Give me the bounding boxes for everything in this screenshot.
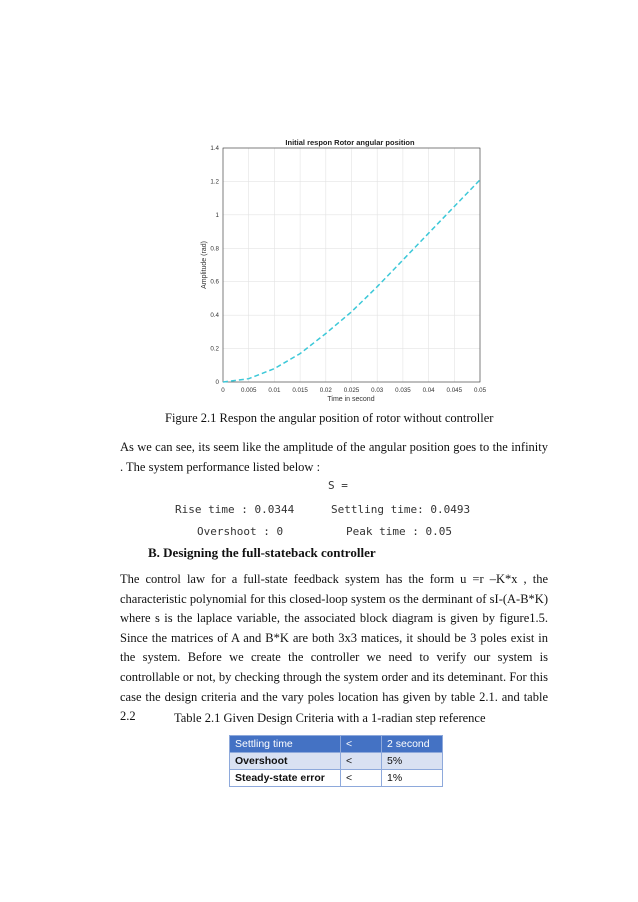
design-criteria-table [229, 735, 443, 787]
y-tick-label: 0.8 [210, 245, 219, 253]
y-tick-label: 0.6 [210, 278, 219, 286]
y-tick-label: 1.2 [210, 178, 219, 186]
table-cell-relation: < [341, 770, 382, 787]
x-tick-label: 0.01 [268, 387, 281, 394]
x-tick-label: 0.035 [395, 387, 411, 394]
table-cell-criterion: Overshoot [230, 753, 341, 770]
overshoot-value: Overshoot : 0 [197, 525, 284, 538]
performance-header: S = [328, 479, 348, 492]
angular-position-chart [195, 132, 495, 407]
x-tick-label: 0.05 [473, 387, 487, 394]
header-cell-criterion: Settling time [230, 736, 341, 753]
rise-time-value: Rise time : 0.0344 [175, 503, 295, 516]
header-cell-relation: < [341, 736, 382, 753]
x-tick-label: 0.045 [446, 387, 463, 394]
table-cell-limit: 1% [382, 770, 443, 787]
x-tick-label: 0.025 [343, 387, 360, 394]
x-axis-label: Time in second [327, 396, 375, 403]
table-caption: Table 2.1 Given Design Criteria with a 1-radian step reference [174, 711, 486, 725]
table-row [230, 770, 443, 787]
chart-title: Initial respon Rotor angular position [285, 138, 415, 147]
table-cell-relation: < [341, 753, 382, 770]
figure-caption: Figure 2.1 Respon the angular position of rotor without controller [165, 411, 494, 425]
header-cell-limit: 2 second [382, 736, 443, 753]
y-axis-label: Amplitude (rad) [201, 241, 208, 289]
y-tick-label: 0.4 [210, 312, 219, 320]
table-cell-limit: 5% [382, 753, 443, 770]
settling-time-value: Settling time: 0.0493 [331, 503, 471, 516]
chart-ticks [210, 145, 486, 394]
x-tick-label: 0.03 [371, 387, 384, 394]
x-tick-label: 0.015 [292, 387, 308, 394]
paragraph-intro: As we can see, its seem like the amplitude of the angular position goes to the infinity . The system performance listed below : [120, 440, 548, 474]
x-tick-label: 0.02 [319, 387, 332, 394]
table-header-row [230, 736, 443, 753]
y-tick-label: 1.4 [210, 145, 219, 152]
section-heading: B. Designing the full-stateback controller [148, 545, 376, 560]
y-tick-label: 0 [215, 379, 219, 386]
chart-grid [223, 148, 480, 382]
peak-time-value: Peak time : 0.05 [346, 525, 452, 538]
table-cell-criterion: Steady-state error [230, 770, 341, 787]
y-tick-label: 0.2 [210, 345, 219, 353]
y-tick-label: 1 [215, 211, 219, 219]
x-tick-label: 0 [221, 387, 225, 394]
table-row [230, 753, 443, 770]
x-tick-label: 0.04 [422, 387, 435, 394]
paragraph-control-law: The control law for a full-state feedback system has the form u =r –K*x , the characteristic polynomial for this closed-loop system os the derminant of sI-(A-B*K) where s is the laplace variable, the associated block diagram is given by figure1.5. Since the matrices of A and B*K are both 3x3 matices, it should be 3 poles exist in the system. Before we create the controller we need to verify our system is controllable or not, by checking through the system order and its deteminant. For this case the design criteria and the vary poles location has given by table 2.1. and table 2.2 [120, 572, 548, 724]
x-tick-label: 0.005 [240, 387, 257, 394]
